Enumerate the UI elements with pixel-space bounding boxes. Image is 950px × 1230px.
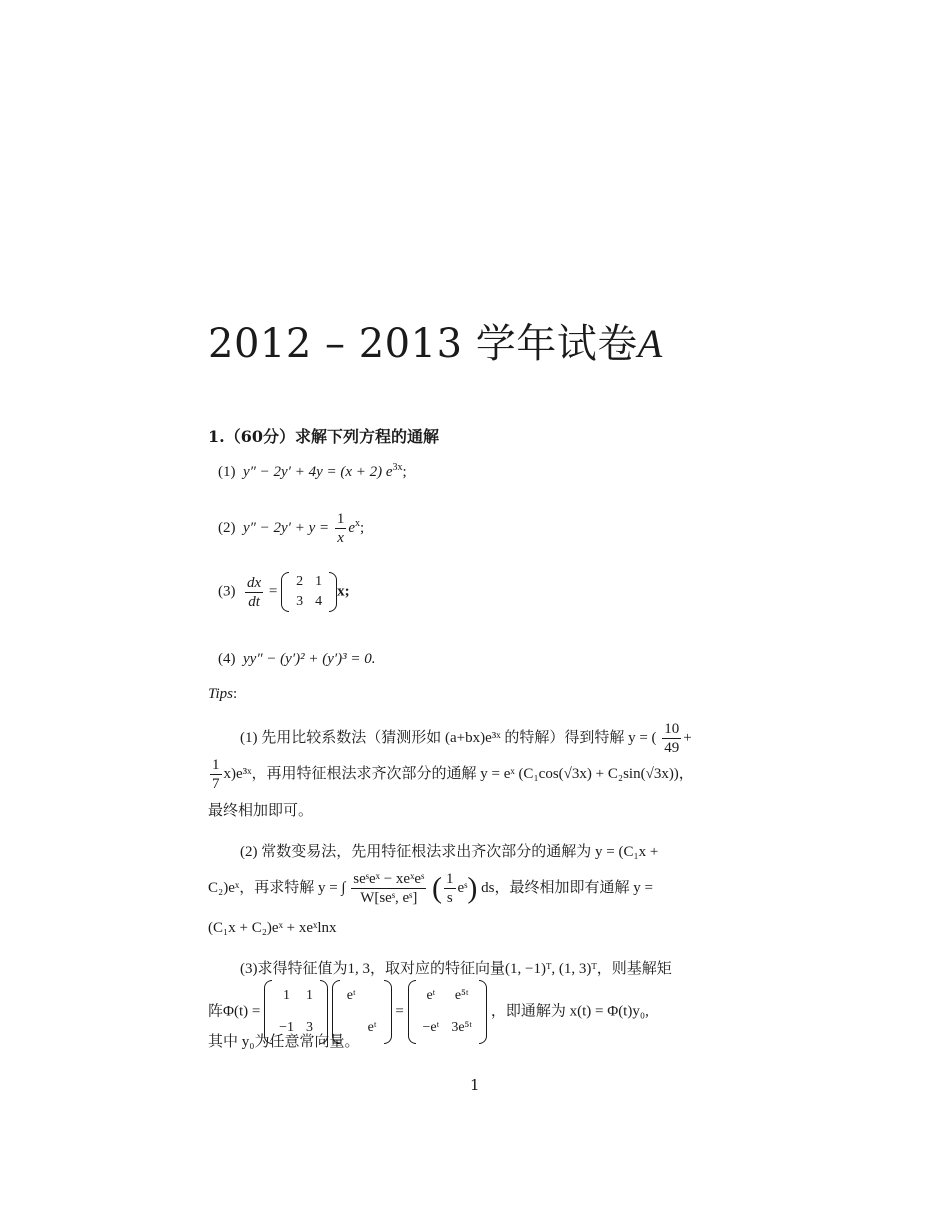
equation-2 xyxy=(218,510,364,547)
equation-4-text: yy″ − (y′)² + (y′)³ = 0. xyxy=(243,651,376,667)
tip-1-text-2: x)e³ˣ，再用特征根法求齐次部分的通解 y = eˣ (C₁cos(√3x) + C₂sin(√3x))， xyxy=(223,765,694,782)
matrix-cell: 3e⁵ᵗ xyxy=(451,1020,473,1035)
title-letter: A xyxy=(637,321,663,366)
matrix-cell: 4 xyxy=(315,594,323,609)
matrix-cell: eᵗ xyxy=(346,988,356,1003)
equation-1-label: (1) xyxy=(218,464,236,480)
matrix-cell: eᵗ xyxy=(367,1020,377,1035)
tip-1-den: 49 xyxy=(664,740,680,756)
equation-3-rhs: x; xyxy=(337,583,350,600)
tip-3-line-1: (3)求得特征值为1, 3，取对应的特征向量(1, −1)ᵀ, (1, 3)ᵀ，则基解矩 xyxy=(240,961,672,977)
equation-1-text: y″ − 2y′ + 4y = (x + 2) e xyxy=(243,464,393,480)
tip-3-line-3: 其中 y₀为任意常向量。 xyxy=(208,1034,360,1050)
tip-3-post: ，即通解为 x(t) = Φ(t)y₀, xyxy=(490,1003,649,1020)
matrix-cell: −eᵗ xyxy=(422,1020,440,1035)
close-paren: ) xyxy=(467,871,478,905)
equation-2-rhs: e xyxy=(348,519,356,536)
tip-2-inner-rhs: eˢ xyxy=(457,879,468,896)
tip-2-den: W[seˢ, eˢ] xyxy=(360,890,418,906)
equation-1 xyxy=(218,462,407,481)
equation-4 xyxy=(218,651,376,668)
tip-2-inner-fraction xyxy=(444,870,456,907)
page-number: 1 xyxy=(470,1076,480,1094)
tip-2-num: seˢeˣ − xeˣeˢ xyxy=(353,871,425,887)
matrix-cell: 3 xyxy=(296,594,304,609)
tips-colon: : xyxy=(233,686,238,702)
basis-matrix-3 xyxy=(408,980,488,1044)
title-years: 2012 – 2013 xyxy=(208,321,463,367)
tip-2-line-2 xyxy=(208,870,653,907)
tip-1-text-1: (1) 先用比较系数法（猜测形如 (a+bx)e³ˣ 的特解）得到特解 y = ( xyxy=(240,729,657,746)
open-paren: ( xyxy=(432,871,443,905)
tip-3-eq: = xyxy=(395,1003,404,1020)
page-title xyxy=(208,312,663,369)
matrix-cell: 1 xyxy=(315,574,323,589)
equation-1-end: ; xyxy=(402,464,407,480)
tip-1-num-2: 1 xyxy=(212,757,220,773)
equation-3-fraction xyxy=(245,574,263,611)
tip-2-inner-den: s xyxy=(446,890,453,906)
matrix-cell: eᵗ xyxy=(426,988,436,1003)
matrix-cell: −1 xyxy=(279,1020,294,1035)
equation-3 xyxy=(218,572,350,612)
tip-1-den-2: 7 xyxy=(212,776,220,792)
equation-3-num: dx xyxy=(247,574,262,591)
tips-word: Tips xyxy=(208,686,234,702)
tip-1-fraction-2 xyxy=(210,756,222,793)
tip-2-fraction xyxy=(351,870,426,907)
matrix-cell: e⁵ᵗ xyxy=(454,988,469,1003)
tip-3-pre: 阵Φ(t) = xyxy=(208,1003,261,1020)
equation-2-label: (2) xyxy=(218,519,236,536)
equation-3-matrix xyxy=(281,572,337,612)
tip-1-fraction xyxy=(662,720,681,757)
equation-2-lhs: y″ − 2y′ + y = xyxy=(243,519,330,536)
equation-2-sup: x xyxy=(355,517,361,529)
equation-2-end: ; xyxy=(360,519,365,536)
equation-4-label: (4) xyxy=(218,651,236,667)
equation-3-den: dt xyxy=(248,593,260,610)
matrix-cell xyxy=(362,980,383,1012)
matrix-cell: 1 xyxy=(283,988,291,1003)
matrix-cell: 3 xyxy=(306,1020,313,1035)
tip-1-num: 10 xyxy=(664,721,680,737)
equation-3-label: (3) xyxy=(218,583,236,600)
tip-2-text-post: ds，最终相加即有通解 y = xyxy=(481,879,653,896)
matrix-cell: 1 xyxy=(306,988,313,1003)
matrix-cell: 2 xyxy=(296,574,304,589)
question-heading: 1.（60分）求解下列方程的通解 xyxy=(208,427,439,446)
equation-2-den: x xyxy=(337,530,344,546)
tip-1-line-2 xyxy=(208,756,694,793)
equation-2-fraction xyxy=(335,510,347,547)
tip-2-line-3: (C₁x + C₂)eˣ + xeˣlnx xyxy=(208,920,337,936)
tip-2-inner-num: 1 xyxy=(446,871,454,887)
tip-1-plus: + xyxy=(683,729,692,746)
title-text: 学年试卷 xyxy=(462,321,638,367)
tip-2-line-1: (2) 常数变易法，先用特征根法求出齐次部分的通解为 y = (C₁x + xyxy=(240,844,659,860)
tip-2-text-pre: C₂)eˣ，再求特解 y = ∫ xyxy=(208,879,346,896)
equation-2-num: 1 xyxy=(336,511,345,527)
tip-1-line-3: 最终相加即可。 xyxy=(208,803,314,819)
equation-1-sup: 3x xyxy=(392,462,403,473)
tips-label xyxy=(208,686,237,703)
tip-1-line-1 xyxy=(240,720,692,757)
equation-3-eq: = xyxy=(268,583,278,600)
